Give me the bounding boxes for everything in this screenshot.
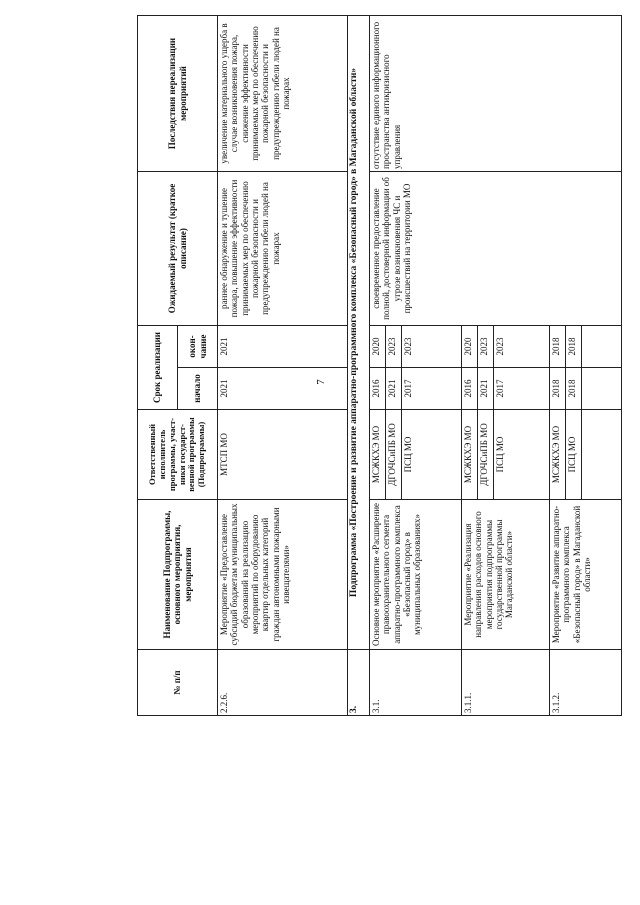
header-name: Наименование Подпрограммы, основного мероприятия, мероприятия — [138, 500, 218, 650]
row-end: 2023 — [386, 326, 402, 368]
row-executor: ПСЦ МО — [494, 410, 550, 500]
row-num: 3.1.1. — [462, 650, 550, 716]
header-num: № п/п — [138, 650, 218, 716]
row-end: 2018 — [550, 326, 566, 368]
row-num: 3.1.2. — [550, 650, 622, 716]
empty-cell — [582, 410, 622, 500]
empty-cell — [582, 368, 622, 410]
row-executor: МСЖКХЭ МО — [462, 410, 478, 500]
row-name: Мероприятие «Предоставление субсидий бюджетам муниципальных образований на реализацию мероприятий по оборудованию квартир отдельных категорий граждан автономными пожарными извещателями» — [218, 500, 348, 650]
subprogram-num: 3. — [348, 650, 370, 716]
page-number: 7 — [314, 379, 327, 385]
empty-cell — [582, 326, 622, 368]
header-period: Срок реализации — [138, 326, 178, 410]
row-start: 2018 — [566, 368, 582, 410]
row-executor: ПСЦ МО — [402, 410, 462, 500]
table-row — [218, 16, 348, 716]
row-executor: МТСП МО — [218, 410, 348, 500]
table-row — [370, 16, 386, 716]
row-start: 2016 — [462, 368, 478, 410]
row-name: Основное мероприятие «Расширение правоохранительного сегмента аппаратно-программного комплекса «Безопасный город» в муниципальных образованиях» — [370, 500, 462, 650]
row-end: 2023 — [478, 326, 494, 368]
row-num: 3.1. — [370, 650, 462, 716]
row-executor: МСЖКХЭ МО — [550, 410, 566, 500]
row-start: 2018 — [550, 368, 566, 410]
subprogram-title: Подпрограмма «Построение и развитие аппаратно-программного комплекса «Безопасный город» в Магаданской области» — [348, 16, 370, 650]
row-name: Мероприятие «Развитие аппаратно-программного комплекса «Безопасный город» в Магаданской области» — [550, 500, 622, 650]
row-result: своевременное предоставление полной, достоверной информации об угрозе возникновения ЧС и происшествий на территории МО — [370, 172, 622, 326]
row-result: раннее обнаружение и тушение пожара, повышение эффективности принимаемых мер по обеспечению пожарной безопасности и предупреждению гибели людей на пожарах — [218, 172, 348, 326]
row-name: Мероприятие «Реализация направления расходов основного мероприятия подпрограммы государственной программы Магаданской области» — [462, 500, 550, 650]
row-end: 2018 — [566, 326, 582, 368]
measures-table — [137, 15, 622, 716]
row-executor: ДГОЧСиПБ МО — [478, 410, 494, 500]
row-start: 2021 — [386, 368, 402, 410]
header-start: начало — [178, 368, 218, 410]
row-start: 2017 — [402, 368, 462, 410]
header-result: Ожидаемый результат (краткое описание) — [138, 172, 218, 326]
header-end: окон-чание — [178, 326, 218, 368]
row-num: 2.2.6. — [218, 650, 348, 716]
row-executor: МСЖКХЭ МО — [370, 410, 386, 500]
row-end: 2020 — [370, 326, 386, 368]
row-start: 2016 — [370, 368, 386, 410]
subprogram-row — [348, 16, 370, 716]
row-consequences: увеличение материального ущерба в случае возникновения пожара, снижение эффективности принимаемых мер по обеспечению пожарной безопасности и предупреждению гибели людей на пожарах — [218, 16, 348, 172]
header-executor: Ответственный исполнитель программы, участ-ники государст-венной программы (Подпрограммы) — [138, 410, 218, 500]
row-end: 2023 — [402, 326, 462, 368]
header-consequences: Последствия нереализации мероприятий — [138, 16, 218, 172]
row-start: 2021 — [478, 368, 494, 410]
row-end: 2020 — [462, 326, 478, 368]
row-consequences: отсутствие единого информационного пространства антикризисного управления — [370, 16, 622, 172]
row-executor: ДГОЧСиПБ МО — [386, 410, 402, 500]
row-end: 2023 — [494, 326, 550, 368]
row-start: 2021 — [218, 368, 348, 410]
rotated-table-container — [137, 16, 640, 716]
row-end: 2021 — [218, 326, 348, 368]
row-executor: ПСЦ МО — [566, 410, 582, 500]
row-start: 2017 — [494, 368, 550, 410]
